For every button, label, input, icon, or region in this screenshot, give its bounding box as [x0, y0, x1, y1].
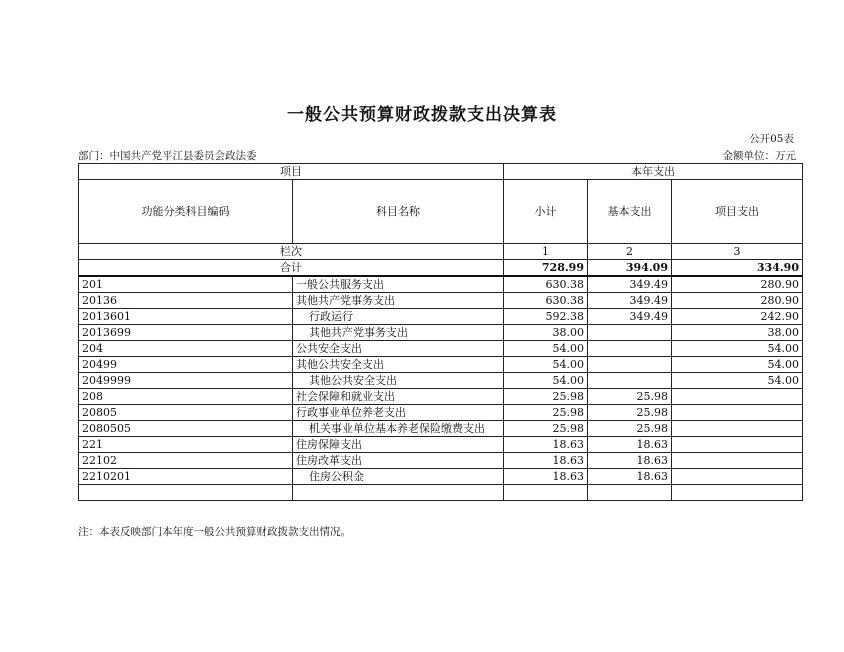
column-number: 3 [672, 244, 803, 260]
row-name: 社会保障和就业支出 [293, 389, 504, 405]
row-code: 201 [79, 276, 293, 293]
row-project [672, 469, 803, 485]
row-code: 2013699 [79, 325, 293, 341]
table-row [79, 357, 803, 373]
row-subtotal: 54.00 [504, 357, 588, 373]
row-subtotal: 18.63 [504, 437, 588, 453]
row-basic: 18.63 [588, 469, 672, 485]
column-number: 2 [588, 244, 672, 260]
row-basic: 349.49 [588, 293, 672, 309]
row-project [672, 453, 803, 469]
unit-label: 金额单位：万元 [722, 150, 796, 162]
row-subtotal: 25.98 [504, 421, 588, 437]
subtotal-column-header: 小计 [504, 180, 588, 244]
table-row [79, 389, 803, 405]
header-row-top [79, 164, 803, 180]
table-row [79, 341, 803, 357]
total-row [79, 260, 803, 277]
row-project: 38.00 [672, 325, 803, 341]
row-project: 242.90 [672, 309, 803, 325]
row-project: 54.00 [672, 357, 803, 373]
footnote: 注：本表反映部门本年度一般公共预算财政拨款支出情况。 [78, 526, 351, 538]
row-name: 机关事业单位基本养老保险缴费支出 [293, 421, 504, 437]
row-name: 一般公共服务支出 [293, 276, 504, 293]
row-code [79, 485, 293, 501]
row-name: 其他共产党事务支出 [293, 325, 504, 341]
row-basic: 25.98 [588, 389, 672, 405]
row-project: 54.00 [672, 341, 803, 357]
row-basic: 18.63 [588, 453, 672, 469]
row-code: 204 [79, 341, 293, 357]
row-name: 住房改革支出 [293, 453, 504, 469]
row-basic: 25.98 [588, 405, 672, 421]
row-basic: 25.98 [588, 421, 672, 437]
row-name [293, 485, 504, 501]
row-basic [588, 325, 672, 341]
row-name: 其他公共安全支出 [293, 373, 504, 389]
row-code: 2013601 [79, 309, 293, 325]
form-code: 公开05表 [749, 133, 794, 145]
row-subtotal: 18.63 [504, 469, 588, 485]
row-project [672, 485, 803, 501]
row-basic [588, 373, 672, 389]
total-project: 334.90 [672, 260, 803, 277]
row-project [672, 405, 803, 421]
row-project [672, 437, 803, 453]
row-project: 280.90 [672, 293, 803, 309]
row-subtotal: 630.38 [504, 293, 588, 309]
row-subtotal: 630.38 [504, 276, 588, 293]
row-project: 54.00 [672, 373, 803, 389]
row-basic [588, 341, 672, 357]
table-row [79, 373, 803, 389]
row-basic [588, 357, 672, 373]
row-code: 2210201 [79, 469, 293, 485]
table-row [79, 421, 803, 437]
row-code: 2080505 [79, 421, 293, 437]
row-name: 行政事业单位养老支出 [293, 405, 504, 421]
header-row-columns [79, 180, 803, 244]
row-subtotal: 25.98 [504, 389, 588, 405]
current-year-header: 本年支出 [504, 164, 803, 180]
row-subtotal: 18.63 [504, 453, 588, 469]
row-subtotal: 25.98 [504, 405, 588, 421]
row-code: 221 [79, 437, 293, 453]
basic-column-header: 基本支出 [588, 180, 672, 244]
table-row [79, 453, 803, 469]
total-subtotal: 728.99 [504, 260, 588, 277]
row-basic: 349.49 [588, 276, 672, 293]
table-row [79, 437, 803, 453]
row-name: 其他公共安全支出 [293, 357, 504, 373]
row-code: 2049999 [79, 373, 293, 389]
row-project: 280.90 [672, 276, 803, 293]
item-header: 项目 [79, 164, 504, 180]
project-column-header: 项目支出 [672, 180, 803, 244]
row-subtotal: 592.38 [504, 309, 588, 325]
row-basic [588, 485, 672, 501]
row-name: 住房公积金 [293, 469, 504, 485]
budget-table [78, 163, 803, 501]
page-title: 一般公共预算财政拨款支出决算表 [287, 105, 557, 125]
table-row [79, 293, 803, 309]
row-name: 住房保障支出 [293, 437, 504, 453]
row-code: 20805 [79, 405, 293, 421]
department-label: 部门：中国共产党平江县委员会政法委 [78, 150, 257, 162]
row-subtotal: 38.00 [504, 325, 588, 341]
row-name: 其他共产党事务支出 [293, 293, 504, 309]
column-order-label: 栏次 [79, 244, 504, 260]
total-basic: 394.09 [588, 260, 672, 277]
row-name: 行政运行 [293, 309, 504, 325]
table-row [79, 309, 803, 325]
row-code: 208 [79, 389, 293, 405]
row-subtotal: 54.00 [504, 373, 588, 389]
row-project [672, 389, 803, 405]
row-name: 公共安全支出 [293, 341, 504, 357]
table-row [79, 325, 803, 341]
row-code: 22102 [79, 453, 293, 469]
table-row [79, 469, 803, 485]
row-code: 20499 [79, 357, 293, 373]
row-basic: 349.49 [588, 309, 672, 325]
table-row [79, 405, 803, 421]
row-subtotal [504, 485, 588, 501]
row-subtotal: 54.00 [504, 341, 588, 357]
row-code: 20136 [79, 293, 293, 309]
table-row-empty [79, 485, 803, 501]
total-label: 合计 [79, 260, 504, 277]
column-order-row [79, 244, 803, 260]
row-project [672, 421, 803, 437]
name-column-header: 科目名称 [293, 180, 504, 244]
column-number: 1 [504, 244, 588, 260]
table-row [79, 276, 803, 293]
row-basic: 18.63 [588, 437, 672, 453]
code-column-header: 功能分类科目编码 [79, 180, 293, 244]
